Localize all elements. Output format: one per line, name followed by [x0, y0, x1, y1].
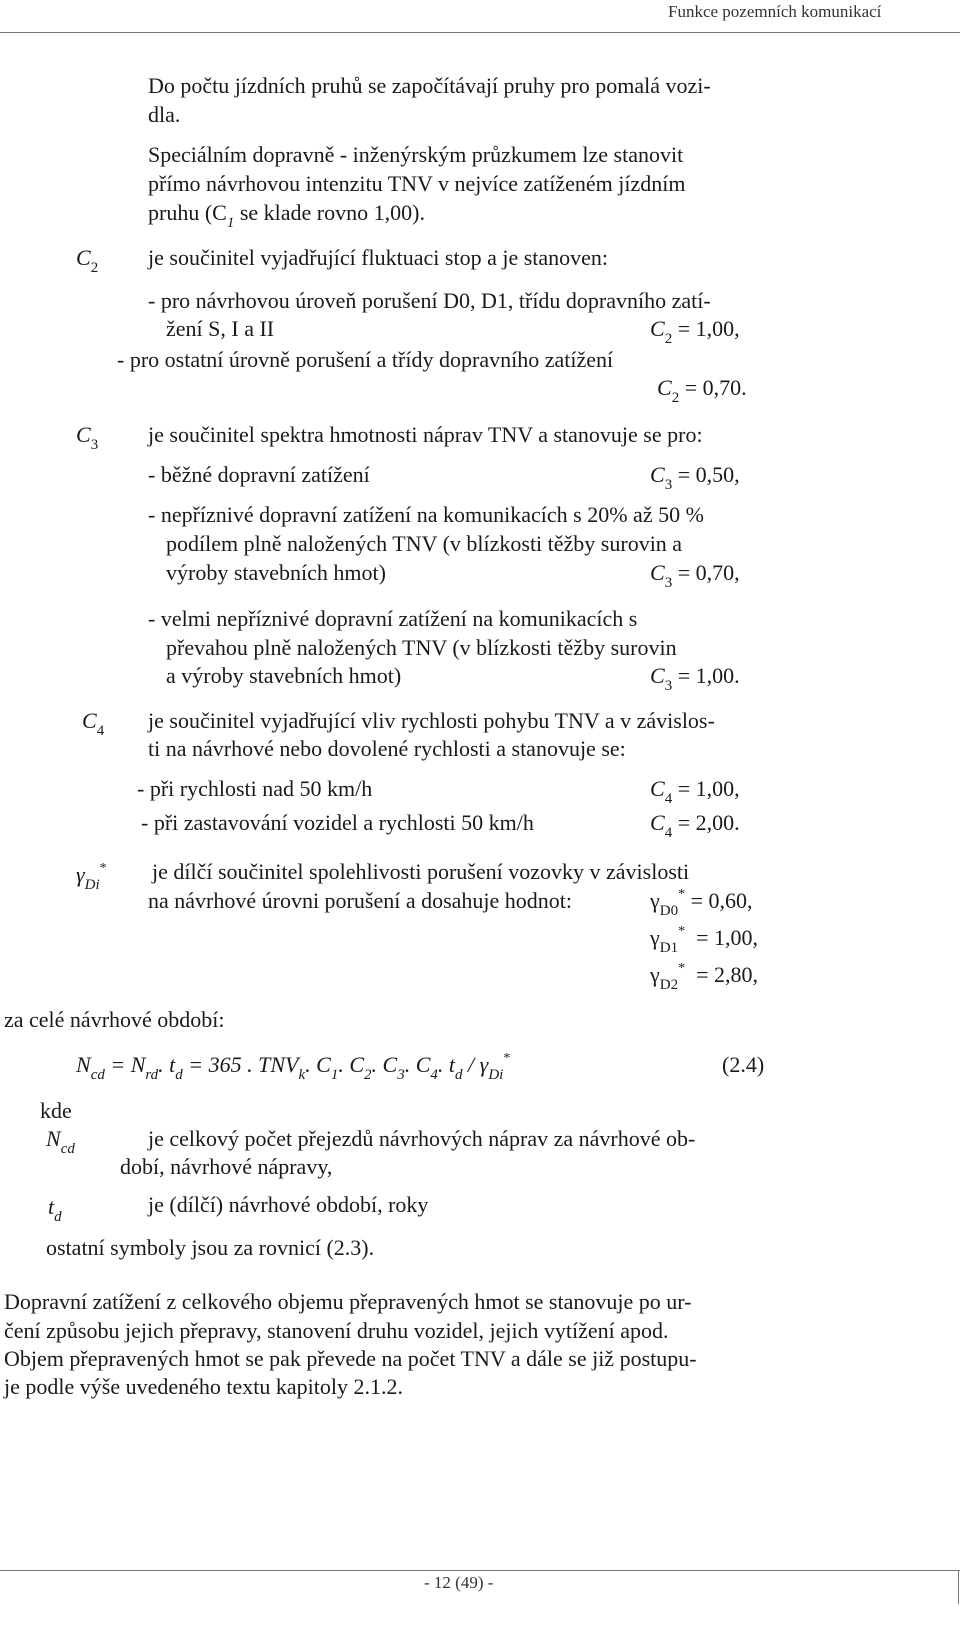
closing-line: je podle výše uvedeného textu kapitoly 2.1.2.: [4, 1374, 403, 1399]
closing-line: čení způsobu jejich přepravy, stanovení druhu vozidel, jejich vytížení apod.: [4, 1318, 669, 1343]
other-symbols-note: ostatní symboly jsou za rovnicí (2.3).: [46, 1235, 375, 1260]
c3-item: - běžné dopravní zatížení: [148, 462, 370, 487]
symbol-c4: $C_4$: [82, 708, 105, 739]
equation-number: (2.4): [722, 1052, 765, 1077]
footer-divider: [958, 1570, 959, 1604]
where-label: kde: [40, 1098, 72, 1123]
equation-2-4: $N_{cd} = N_{rd}$. $t_d = 365$ . $TNV_k$. $C_1$. $C_2$. $C_3$. $C_4$. $t_d / \gamma_{Di}^*$: [76, 1051, 511, 1083]
c3-item: - nepříznivé dopravní zatížení na komunikacích s 20% až 50 %: [148, 502, 704, 527]
c4-value: $C_4 = 2,00$.: [650, 810, 740, 841]
closing-line: Objem přepravených hmot se pak převede na počet TNV a dále se již postupu-: [4, 1346, 697, 1371]
ncd-description: dobí, návrhové nápravy,: [120, 1154, 333, 1179]
intro-line: Do počtu jízdních pruhů se započítávají pruhy pro pomalá vozi-: [148, 73, 711, 98]
c3-item: a výroby stavebních hmot): [166, 663, 402, 688]
intro-line: dla.: [148, 102, 181, 127]
c3-value: $C_3 = 1,00$.: [650, 663, 740, 694]
c3-item: výroby stavebních hmot): [166, 560, 386, 585]
symbol-gamma-di: $\gamma_{Di}^*$: [76, 861, 107, 893]
intro-line: Speciálním dopravně - inženýrským průzkumem lze stanovit: [148, 142, 684, 167]
period-label: za celé návrhové období:: [4, 1007, 225, 1032]
c4-description: ti na návrhové nebo dovolené rychlosti a stanovuje se:: [148, 736, 626, 761]
closing-line: Dopravní zatížení z celkového objemu přepravených hmot se stanovuje po ur-: [4, 1289, 692, 1314]
c2-item: - pro návrhovou úroveň porušení D0, D1, třídu dopravního zatí-: [148, 288, 711, 313]
c3-item: - velmi nepříznivé dopravní zatížení na komunikacích s: [148, 606, 638, 631]
symbol-c2: $C_2$: [76, 245, 99, 276]
page-number: - 12 (49) -: [424, 1573, 494, 1592]
symbol-ncd: $N_{cd}$: [46, 1126, 75, 1157]
c2-value: $C_2 = 0,70$.: [657, 375, 747, 406]
c3-item: podílem plně naložených TNV (v blízkosti těžby surovin a: [166, 531, 683, 556]
c2-item: žení S, I a II: [166, 316, 275, 341]
intro-line: pruhu ($C_1$ se klade rovno 1,00).: [148, 200, 425, 231]
gamma-d1-value: $\gamma_{D1}^* = 1,00$,: [650, 924, 758, 956]
c3-value: $C_3 = 0,50$,: [650, 462, 740, 493]
gamma-description: na návrhové úrovni porušení a dosahuje hodnot:: [148, 888, 573, 913]
ncd-description: je celkový počet přejezdů návrhových náprav za návrhové ob-: [148, 1126, 696, 1151]
gamma-d2-value: $\gamma_{D2}^* = 2,80$,: [650, 961, 758, 993]
c3-value: $C_3 = 0,70$,: [650, 560, 740, 591]
c3-description: je součinitel spektra hmotnosti náprav TNV a stanovuje se pro:: [148, 422, 703, 447]
td-description: je (dílčí) návrhové období, roky: [148, 1192, 429, 1217]
running-header: Funkce pozemních komunikací: [668, 2, 882, 21]
c4-item: - při zastavování vozidel a rychlosti 50 km/h: [141, 810, 534, 835]
c2-value: $C_2 = 1,00$,: [650, 316, 740, 347]
c3-item: převahou plně naložených TNV (v blízkosti těžby surovin: [166, 635, 677, 660]
symbol-c3: $C_3$: [76, 422, 99, 453]
c4-item: - při rychlosti nad 50 km/h: [137, 776, 373, 801]
c2-description: je součinitel vyjadřující fluktuaci stop a je stanoven:: [148, 245, 609, 270]
gamma-d0-value: $\gamma_{D0}^* = 0,60$,: [650, 887, 753, 919]
header-rule: [0, 32, 960, 33]
c4-description: je součinitel vyjadřující vliv rychlosti pohybu TNV a v závislos-: [148, 708, 715, 733]
c4-value: $C_4 = 1,00$,: [650, 776, 740, 807]
symbol-td: $t_d$: [48, 1194, 62, 1225]
footer-rule: [0, 1570, 960, 1571]
gamma-description: je dílčí součinitel spolehlivosti porušení vozovky v závislosti: [152, 859, 690, 884]
c2-item: - pro ostatní úrovně porušení a třídy dopravního zatížení: [117, 347, 614, 372]
intro-line: přímo návrhovou intenzitu TNV v nejvíce zatíženém jízdním: [148, 171, 686, 196]
